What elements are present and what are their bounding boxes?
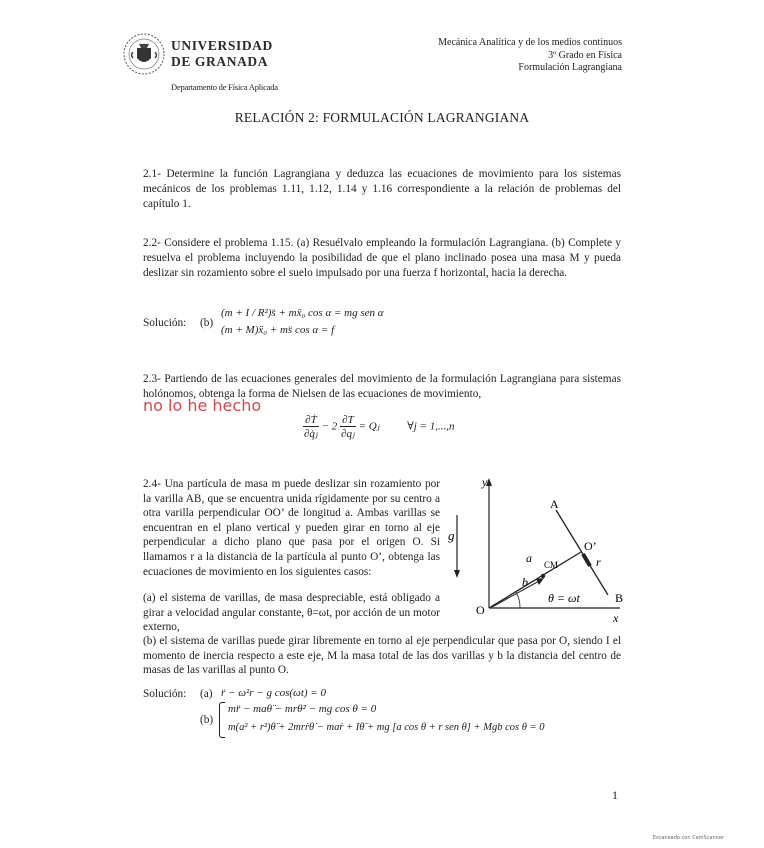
- rod-diagram: [440, 470, 640, 630]
- particle: [583, 554, 590, 566]
- course-year: 3º Grado en Física: [548, 49, 622, 61]
- equation-2-2-line2: (m + M)ẍ₀ + ms̈ cos α = f: [221, 324, 335, 336]
- nielsen-frac1-denominator: ∂q̇ⱼ: [304, 428, 318, 440]
- university-name-line2: DE GRANADA: [171, 54, 269, 69]
- label-O: O: [476, 603, 485, 617]
- nielsen-rhs: = Qⱼ: [358, 420, 380, 433]
- problem-2-4-intro: 2.4- Una partícula de masa m puede deslizar sin rozamiento por la varilla AB, que se encuentra unida rígidamente por su centro a otra varilla perpendicular OO’ de longitud a. Ambas varillas se encuentran en el plano vertical y pueden girar en torno al eje perpendicular a dicho plano que pasa por el origen O. Si llamamos r a la distancia de la partícula al punto O’, obtenga las ecuaciones de movimiento en los siguientes casos:: [143, 478, 440, 578]
- label-O-prime: O’: [584, 539, 597, 553]
- university-seal-logo: [122, 32, 166, 76]
- label-r: r: [596, 555, 601, 569]
- solution-2-4-a: r̈ − ω²r − g cos(ωt) = 0: [221, 687, 326, 699]
- label-CM: CM: [544, 560, 559, 570]
- solution-2-4-b-line1: mr̈ − maθ̈ − mrθ̇² − mg cos θ = 0: [228, 703, 377, 715]
- solution-part-b-2-2: (b): [200, 317, 214, 329]
- equation-2-2-line1: (m + I / R²)s̈ + mẍ₀ cos α = mg sen α: [221, 307, 384, 319]
- nielsen-frac1-numerator: ∂Ṫ: [303, 414, 319, 427]
- nielsen-equation: [303, 414, 455, 440]
- nielsen-middle-term: − 2: [321, 420, 338, 433]
- course-name: Mecánica Analítica y de los medios continuos: [438, 37, 622, 48]
- problem-2-4-case-a: (a) el sistema de varillas, de masa despreciable, está obligado a girar a velocidad angular constante, θ=ωt, por acción de un motor externo,: [143, 592, 440, 634]
- label-x: x: [613, 611, 619, 625]
- department-name: Departamento de Física Aplicada: [171, 82, 278, 92]
- page-title: RELACIÓN 2: FORMULACIÓN LAGRANGIANA: [234, 110, 530, 125]
- handwritten-note: no lo he hecho: [143, 396, 262, 415]
- problem-2-4-case-b: (b) el sistema de varillas puede girar libremente en torno al eje perpendicular que pasa por O, siendo I el momento de inercia respecto a este eje, M la masa total de las dos varillas y b la distancia del centro de masas de las varillas al punto O.: [143, 635, 621, 677]
- label-g: g: [448, 528, 455, 543]
- page-number: 1: [612, 788, 618, 802]
- solution-label-2-4: Solución:: [143, 688, 187, 700]
- label-b: b: [522, 575, 528, 589]
- gravity-arrow-head-icon: [454, 570, 460, 578]
- problem-2-2: 2.2- Considere el problema 1.15. (a) Resuélvalo empleando la formulación Lagrangiana. (b) Complete y resuelva el problema incluyendo la posibilidad de que el plano inclinado posea una masa M y pueda deslizar sin rozamiento sobre el suelo impulsado por una fuerza f horizontal, hacia la derecha.: [143, 237, 621, 279]
- university-name-line1: UNIVERSIDAD: [171, 38, 273, 53]
- nielsen-condition: ∀j = 1,...,n: [407, 420, 455, 433]
- center-of-mass-point: [541, 574, 545, 578]
- problem-2-3: 2.3- Partiendo de las ecuaciones generales del movimiento de la formulación Lagrangiana para sistemas holónomos, obtenga la forma de Nielsen de las ecuaciones de movimiento,: [143, 373, 621, 400]
- solution-part-b-label-2-4: (b): [200, 714, 214, 726]
- course-info: [438, 37, 622, 75]
- label-a: a: [526, 551, 532, 565]
- rod-AB: [556, 510, 608, 595]
- nielsen-frac2-denominator: ∂qⱼ: [341, 428, 355, 440]
- theta-arc: [516, 592, 520, 608]
- label-theta: θ = ωt: [548, 591, 580, 605]
- vector-b-head-icon: [536, 578, 544, 585]
- scanner-watermark: Escaneado con CamScanner: [652, 835, 724, 841]
- problem-2-1: 2.1- Determine la función Lagrangiana y deduzca las ecuaciones de movimiento para los sistemas mecánicos de los problemas 1.11, 1.12, 1.14 y 1.16 correspondiente a la relación de problemas del capítulo 1.: [143, 168, 621, 210]
- label-A: A: [550, 497, 559, 511]
- label-y: y: [482, 475, 488, 489]
- label-B: B: [615, 591, 624, 605]
- course-topic: Formulación Lagrangiana: [518, 62, 622, 73]
- solution-2-4-b-line2: m(a² + r²)θ̈ + 2mrṙθ̇ − maṙ + Iθ̈ + mg [a cos θ + r sen θ] + Mgb cos θ = 0: [228, 722, 545, 733]
- nielsen-frac2-numerator: ∂T: [340, 414, 356, 427]
- solution-label-2-2: Solución:: [143, 317, 187, 329]
- solution-part-a-label-2-4: (a): [200, 688, 213, 700]
- brace-system: [219, 702, 225, 738]
